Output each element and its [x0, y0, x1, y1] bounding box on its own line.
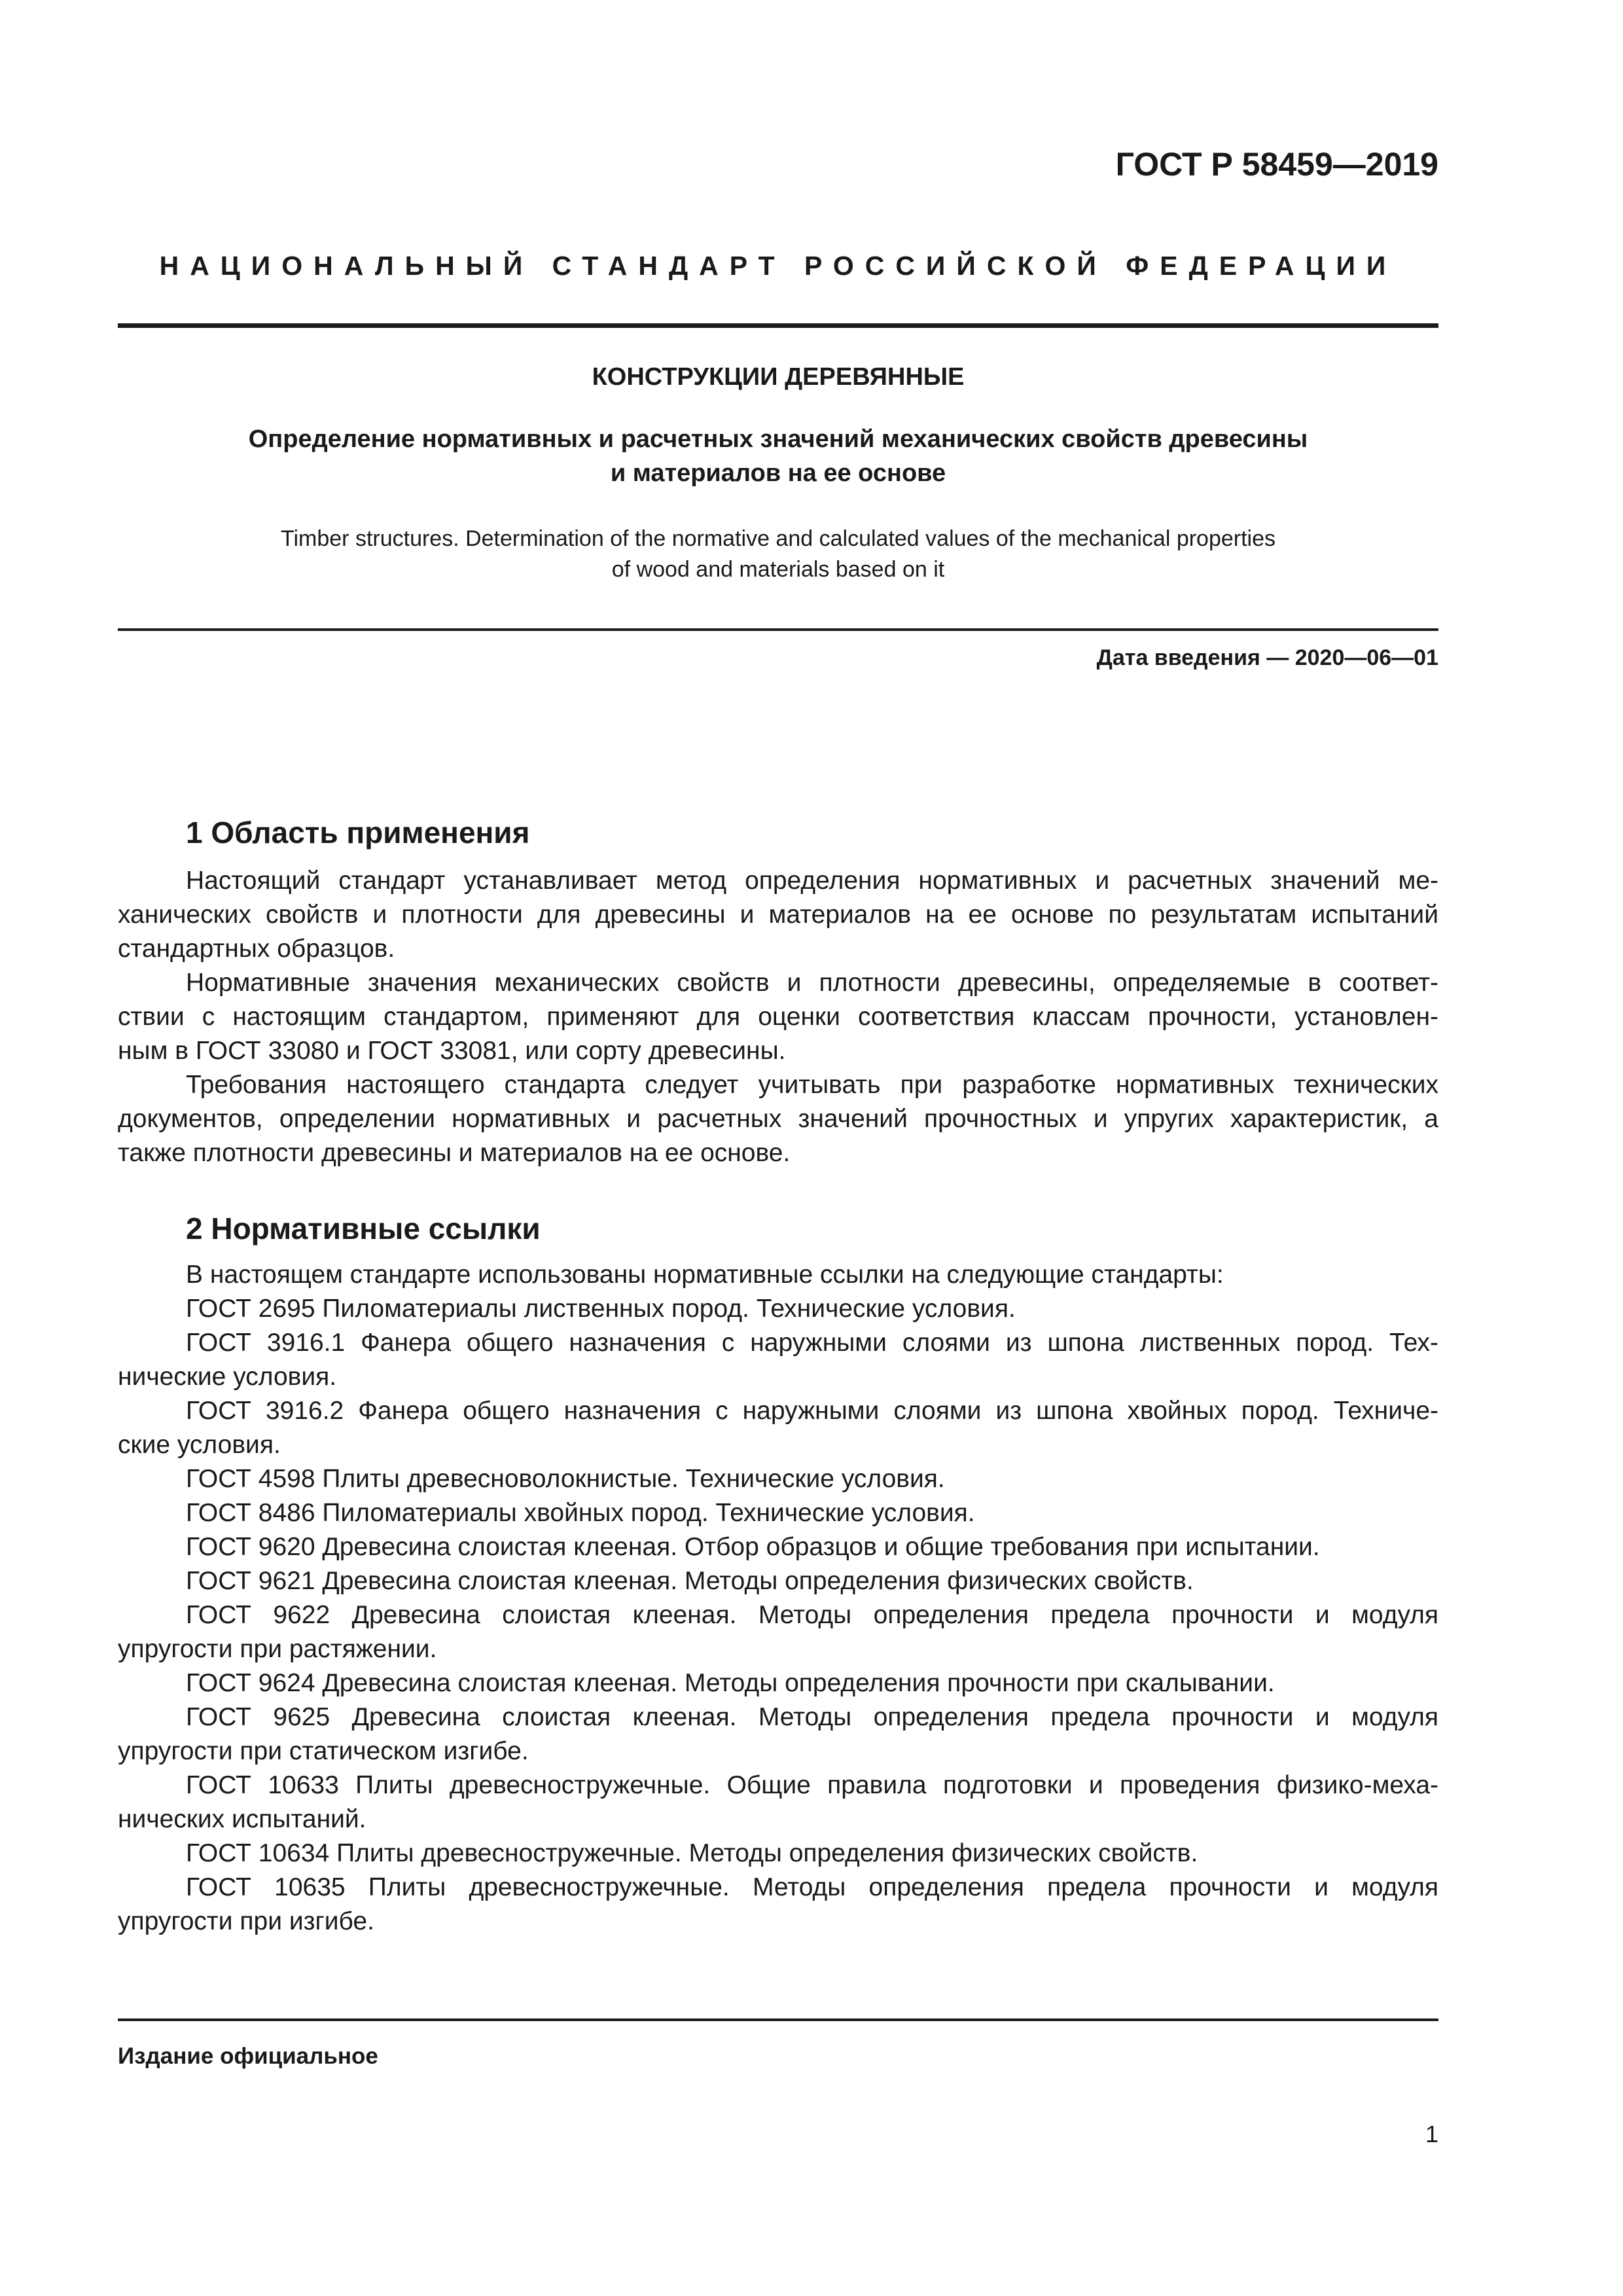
reference-item-continuation: упругости при растяжении.	[118, 1635, 437, 1663]
national-standard-banner: НАЦИОНАЛЬНЫЙ СТАНДАРТ РОССИЙСКОЙ ФЕДЕРАЦИИ	[159, 251, 1397, 281]
header-divider	[118, 323, 1438, 328]
section-2-body	[118, 1258, 1438, 1939]
reference-item-continuation: упругости при статическом изгибе.	[118, 1737, 529, 1765]
paragraph-line: Требования настоящего стандарта следует учитывать при разработке нормативных технических	[186, 1071, 1438, 1099]
reference-item-continuation: упругости при изгибе.	[118, 1907, 374, 1935]
paragraph-line: документов, определении нормативных и расчетных значений прочностных и упругих характеристик, а	[118, 1105, 1438, 1133]
section-2-heading: 2 Нормативные ссылки	[186, 1211, 541, 1246]
section-1-heading: 1 Область применения	[186, 816, 530, 850]
reference-item: ГОСТ 10635 Плиты древесностружечные. Методы определения предела прочности и модуля	[186, 1873, 1438, 1901]
paragraph-line: также плотности древесины и материалов на ее основе.	[118, 1139, 791, 1167]
english-title-line: Timber structures. Determination of the normative and calculated values of the mechanical properties	[280, 526, 1276, 551]
reference-item: ГОСТ 3916.1 Фанера общего назначения с наружными слоями из шпона лиственных пород. Тех-	[186, 1329, 1438, 1357]
english-title	[118, 524, 1438, 585]
section-1-body	[118, 864, 1438, 1170]
reference-item: ГОСТ 9624 Древесина слоистая клееная. Методы определения прочности при скалывании.	[186, 1669, 1275, 1697]
title-divider	[118, 628, 1438, 631]
reference-item: ГОСТ 8486 Пиломатериалы хвойных пород. Технические условия.	[186, 1499, 975, 1527]
footer-divider	[118, 2018, 1438, 2021]
reference-item-continuation: ские условия.	[118, 1431, 281, 1459]
paragraph-line: стандартных образцов.	[118, 935, 395, 963]
reference-item: ГОСТ 9625 Древесина слоистая клееная. Методы определения предела прочности и модуля	[186, 1703, 1438, 1731]
reference-item: ГОСТ 9621 Древесина слоистая клееная. Методы определения физических свойств.	[186, 1567, 1194, 1595]
reference-item: ГОСТ 2695 Пиломатериалы лиственных пород. Технические условия.	[186, 1295, 1016, 1323]
document-subtitle-line: и материалов на ее основе	[610, 459, 946, 487]
edition-label: Издание официальное	[118, 2043, 378, 2069]
introduction-date: Дата введения — 2020—06—01	[1096, 645, 1438, 670]
paragraph-line: ствии с настоящим стандартом, применяют для оценки соответствия классам прочности, установлен-	[118, 1003, 1438, 1031]
reference-item: ГОСТ 10633 Плиты древесностружечные. Общие правила подготовки и проведения физико-меха-	[186, 1771, 1438, 1799]
reference-item-continuation: нических испытаний.	[118, 1805, 366, 1833]
references-intro: В настоящем стандарте использованы нормативные ссылки на следующие стандарты:	[186, 1261, 1224, 1289]
reference-item: ГОСТ 3916.2 Фанера общего назначения с наружными слоями из шпона хвойных пород. Техниче-	[186, 1397, 1438, 1425]
page-number: 1	[1425, 2121, 1438, 2147]
reference-item: ГОСТ 10634 Плиты древесностружечные. Методы определения физических свойств.	[186, 1839, 1198, 1867]
paragraph-line: ным в ГОСТ 33080 и ГОСТ 33081, или сорту древесины.	[118, 1037, 786, 1065]
paragraph-line: ханических свойств и плотности для древесины и материалов на ее основе по результатам испытаний	[118, 901, 1438, 929]
document-number: ГОСТ Р 58459—2019	[1115, 146, 1438, 183]
reference-item: ГОСТ 9622 Древесина слоистая клееная. Методы определения предела прочности и модуля	[186, 1601, 1438, 1629]
document-subtitle-line: Определение нормативных и расчетных значений механических свойств древесины	[248, 425, 1308, 453]
document-title: КОНСТРУКЦИИ ДЕРЕВЯННЫЕ	[592, 363, 965, 391]
english-title-line: of wood and materials based on it	[611, 557, 945, 582]
reference-item-continuation: нические условия.	[118, 1363, 337, 1391]
document-subtitle	[118, 422, 1438, 490]
reference-item: ГОСТ 9620 Древесина слоистая клееная. Отбор образцов и общие требования при испытании.	[186, 1533, 1320, 1561]
paragraph-line: Настоящий стандарт устанавливает метод определения нормативных и расчетных значений ме-	[186, 867, 1438, 895]
reference-item: ГОСТ 4598 Плиты древесноволокнистые. Технические условия.	[186, 1465, 945, 1493]
paragraph-line: Нормативные значения механических свойств и плотности древесины, определяемые в соответ-	[186, 969, 1438, 997]
